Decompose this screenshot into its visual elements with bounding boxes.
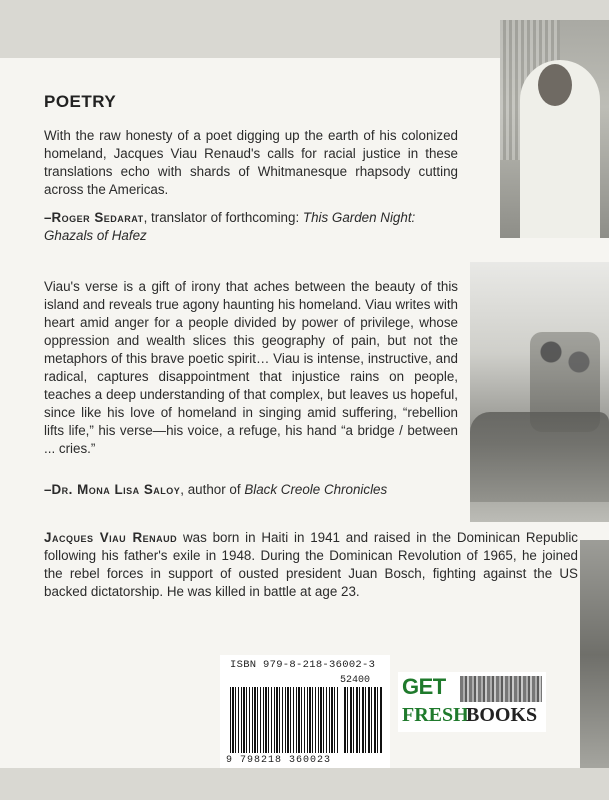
blurb-attribution-1	[44, 209, 464, 245]
attribution-dash: –	[44, 210, 52, 225]
blurb-attribution-2	[44, 481, 464, 499]
author-bio	[44, 529, 578, 601]
photo-vehicle	[470, 412, 609, 502]
section-title: POETRY	[44, 92, 117, 111]
isbn-barcode	[220, 655, 390, 772]
logo-get-text: GET	[402, 674, 446, 699]
photo-rebels-in-jeep	[470, 262, 609, 522]
attribution-work: This Garden Night: Ghazals of Hafez	[44, 210, 416, 243]
attribution-role: , author of	[180, 482, 245, 497]
attribution-name: Roger Sedarat	[51, 210, 144, 225]
bottom-band	[0, 768, 609, 800]
blurb-quote-2: Viau's verse is a gift of irony that aches between the beauty of this island and reveals true agony haunting his homeland. Viau writes with heart amid anger for a people divided by power of privilege, whose oppression and wealth slices this geography of pain, but not the metaphors of this brave poetic spirit… Viau is intense, instructive, and radical, captures disappointment that injustice rains on people, teaches a deep understanding of that complex, but leaves us hopeful, since like his love of homeland in singing amid suffering, “rebellion lifts life,” his verse—his voice, a refuge, his hand “a bridge / between ... cries.”	[44, 279, 458, 456]
publisher-logo	[398, 672, 546, 732]
isbn-number: ISBN 979-8-218-36002-3	[230, 659, 376, 671]
attribution-dash: –	[44, 482, 52, 497]
price-code: 52400	[340, 675, 371, 686]
blurb-quote-1: With the raw honesty of a poet digging up the earth of his colonized homeland, Jacques Viau Renaud's calls for racial justice in these translations echo with shards of Whitmanesque rhapsody cutting across the Americas.	[44, 128, 458, 197]
attribution-work: Black Creole Chronicles	[244, 482, 388, 497]
barcode-bars	[230, 687, 338, 753]
books-stack-icon	[460, 676, 542, 702]
ean-number: 9 798218 360023	[226, 755, 332, 766]
attribution-name: Dr. Mona Lisa Saloy	[51, 482, 181, 497]
logo-books-text: BOOKS	[466, 704, 538, 726]
author-bio-text: was born in Haiti in 1941 and raised in the Dominican Republic following his father's exile in 1948. During the Dominican Revolution of 1965, he joined the rebel forces in support of ousted president Juan Bosch, fighting against the US backed dictatorship. He was killed in battle at age 23.	[44, 530, 578, 599]
photo-man-at-gate	[500, 20, 609, 238]
photo-person-head	[538, 64, 572, 106]
attribution-role: , translator of forthcoming:	[143, 210, 303, 225]
logo-fresh-text: FRESH	[402, 704, 469, 726]
barcode-addon-bars	[344, 687, 382, 753]
photo-edge-strip	[580, 540, 609, 770]
author-name: Jacques Viau Renaud	[44, 530, 178, 545]
